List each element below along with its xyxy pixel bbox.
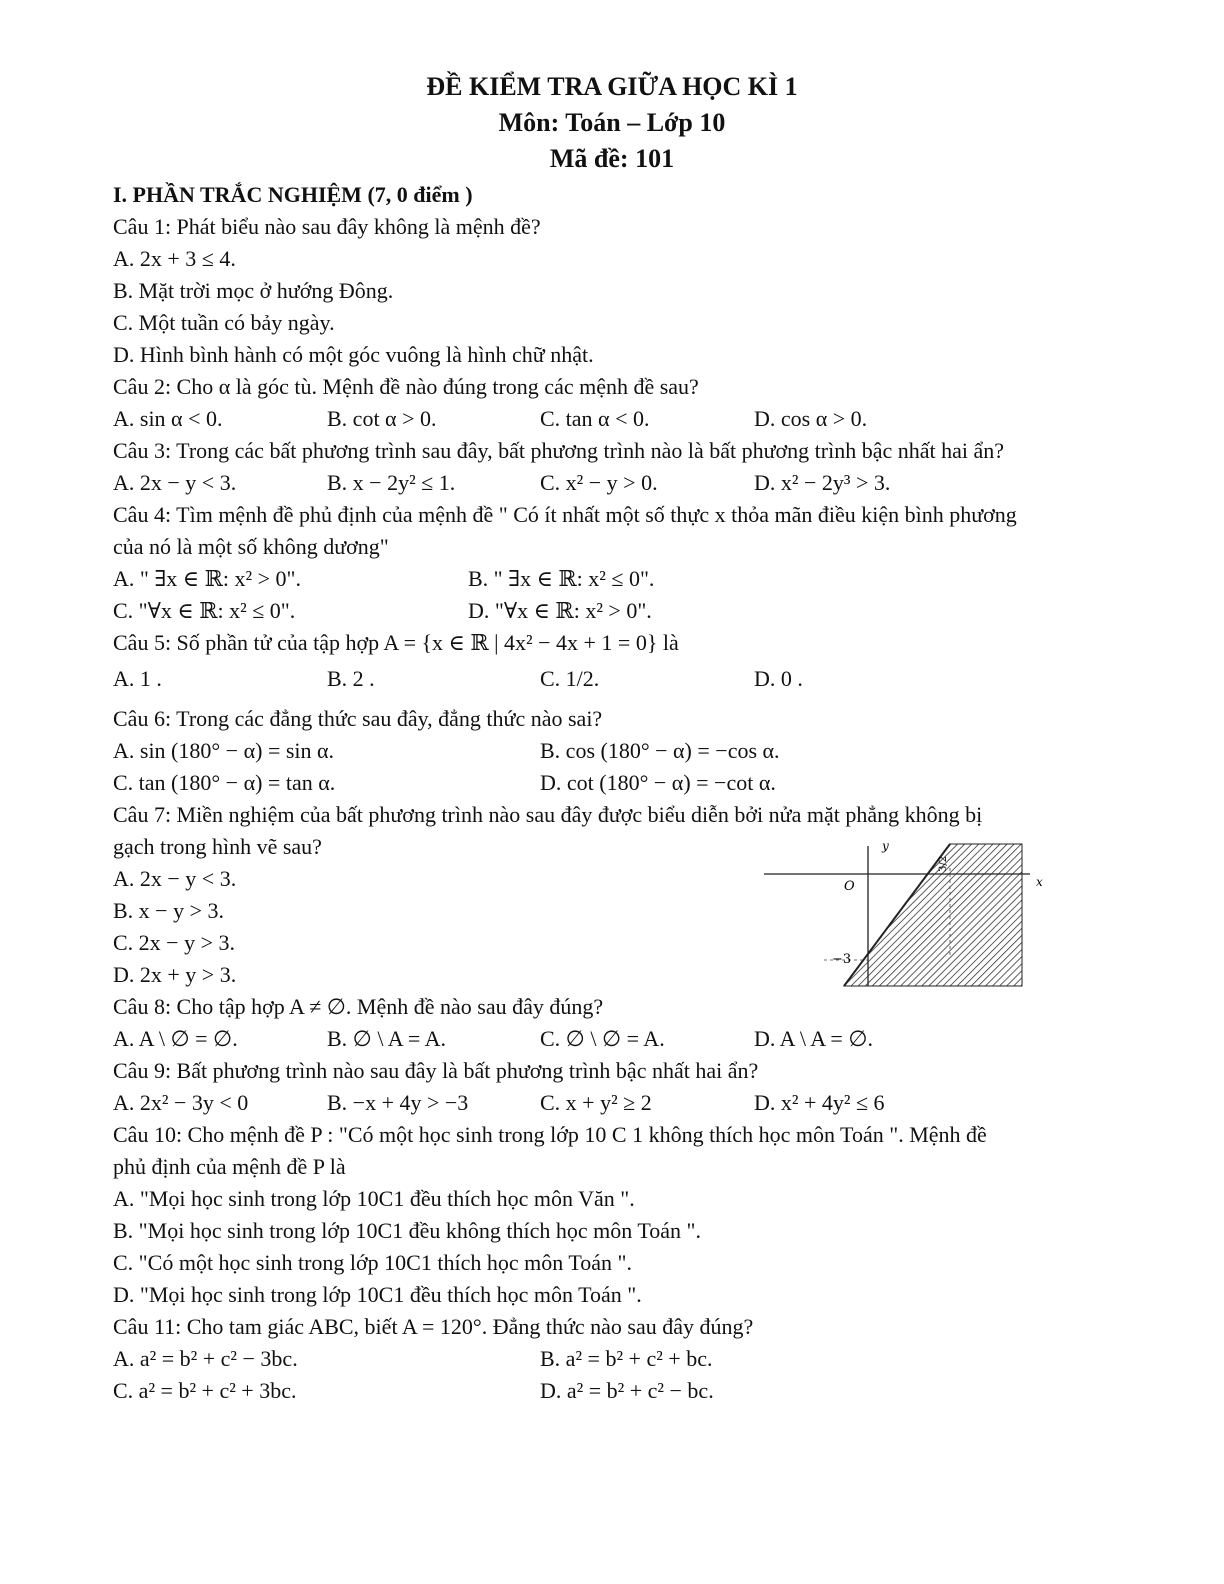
question-2-option-a: A. sin α < 0. — [113, 406, 223, 431]
question-5-stem: Câu 5: Số phần tử của tập hợp A = {x ∈ ℝ | 4x² − 4x + 1 = 0} là — [113, 630, 679, 655]
y-axis-label: y — [882, 839, 889, 853]
question-5-option-b: B. 2 . — [327, 666, 375, 691]
question-10-stem-line-1: Câu 10: Cho mệnh đề P : "Có một học sinh trong lớp 10 C 1 không thích học môn Toán ". Mệnh đề — [113, 1122, 987, 1147]
x-axis-label: x — [1036, 875, 1043, 889]
question-5-option-d: D. 0 . — [754, 666, 803, 691]
question-11-option-c: C. a² = b² + c² + 3bc. — [113, 1378, 297, 1403]
question-7-stem-line-2: gạch trong hình vẽ sau? — [113, 834, 322, 859]
origin-label: O — [844, 879, 855, 894]
question-8-option-c: C. ∅ \ ∅ = A. — [540, 1026, 665, 1051]
question-2-stem: Câu 2: Cho α là góc tù. Mệnh đề nào đúng trong các mệnh đề sau? — [113, 374, 699, 399]
question-10-option-c: C. "Có một học sinh trong lớp 10C1 thích học môn Toán ". — [113, 1250, 632, 1275]
exam-subject: Môn: Toán – Lớp 10 — [498, 108, 726, 137]
question-6-option-b: B. cos (180° − α) = −cos α. — [540, 738, 780, 763]
question-3-option-a: A. 2x − y < 3. — [113, 470, 237, 495]
question-6-option-c: C. tan (180° − α) = tan α. — [113, 770, 336, 795]
question-1-option-d: D. Hình bình hành có một góc vuông là hình chữ nhật. — [113, 342, 594, 367]
question-9-option-d: D. x² + 4y² ≤ 6 — [754, 1090, 885, 1115]
question-10-option-d: D. "Mọi học sinh trong lớp 10C1 đều thích học môn Toán ". — [113, 1282, 642, 1307]
question-4-option-d: D. "∀x ∈ ℝ: x² > 0". — [468, 598, 652, 623]
exam-title: ĐỀ KIỂM TRA GIỮA HỌC KÌ 1 — [426, 72, 798, 101]
question-4-stem-line-2: của nó là một số không dương" — [113, 534, 389, 559]
question-8-option-d: D. A \ A = ∅. — [754, 1026, 873, 1051]
question-3-stem: Câu 3: Trong các bất phương trình sau đây, bất phương trình nào là bất phương trình bậc nhất hai ẩn? — [113, 438, 1005, 463]
question-5-option-a: A. 1 . — [113, 666, 162, 691]
question-9-option-c: C. x + y² ≥ 2 — [540, 1090, 652, 1115]
question-5-option-c: C. 1/2. — [540, 666, 600, 691]
question-1-stem: Câu 1: Phát biểu nào sau đây không là mệnh đề? — [113, 214, 541, 239]
question-2-option-c: C. tan α < 0. — [540, 406, 650, 431]
half-plane-graph — [760, 836, 1060, 992]
question-10-stem-line-2: phủ định của mệnh đề P là — [113, 1154, 346, 1179]
question-7-option-a: A. 2x − y < 3. — [113, 866, 237, 891]
question-6-option-d: D. cot (180° − α) = −cot α. — [540, 770, 776, 795]
question-1-option-a: A. 2x + 3 ≤ 4. — [113, 246, 236, 271]
question-1-option-b: B. Mặt trời mọc ở hướng Đông. — [113, 278, 394, 303]
question-9-option-a: A. 2x² − 3y < 0 — [113, 1090, 249, 1115]
question-8-option-a: A. A \ ∅ = ∅. — [113, 1026, 238, 1051]
question-9-stem: Câu 9: Bất phương trình nào sau đây là bất phương trình bậc nhất hai ẩn? — [113, 1058, 759, 1083]
question-2-option-b: B. cot α > 0. — [327, 406, 437, 431]
question-3-option-c: C. x² − y > 0. — [540, 470, 658, 495]
question-4-stem-line-1: Câu 4: Tìm mệnh đề phủ định của mệnh đề " Có ít nhất một số thực x thỏa mãn điều kiện bình phương — [113, 502, 1017, 527]
question-4-option-a: A. " ∃x ∈ ℝ: x² > 0". — [113, 566, 301, 591]
question-9-option-b: B. −x + 4y > −3 — [327, 1090, 469, 1115]
question-10-option-a: A. "Mọi học sinh trong lớp 10C1 đều thích học môn Văn ". — [113, 1186, 635, 1211]
question-4-option-b: B. " ∃x ∈ ℝ: x² ≤ 0". — [468, 566, 655, 591]
question-7-stem-line-1: Câu 7: Miền nghiệm của bất phương trình nào sau đây được biểu diễn bởi nửa mặt phẳng không bị — [113, 802, 983, 827]
question-11-option-a: A. a² = b² + c² − 3bc. — [113, 1346, 298, 1371]
question-7-option-b: B. x − y > 3. — [113, 898, 224, 923]
question-8-option-b: B. ∅ \ A = A. — [327, 1026, 446, 1051]
question-7-option-d: D. 2x + y > 3. — [113, 962, 237, 987]
y-intercept-label: −3 — [832, 952, 852, 967]
question-6-stem: Câu 6: Trong các đẳng thức sau đây, đẳng thức nào sai? — [113, 706, 603, 731]
exam-code: Mã đề: 101 — [549, 144, 675, 173]
question-10-option-b: B. "Mọi học sinh trong lớp 10C1 đều không thích học môn Toán ". — [113, 1218, 702, 1243]
question-4-option-c: C. "∀x ∈ ℝ: x² ≤ 0". — [113, 598, 296, 623]
question-8-stem: Câu 8: Cho tập hợp A ≠ ∅. Mệnh đề nào sau đây đúng? — [113, 994, 604, 1019]
section-heading: I. PHẦN TRẮC NGHIỆM (7, 0 điểm ) — [113, 182, 473, 207]
question-11-option-b: B. a² = b² + c² + bc. — [540, 1346, 713, 1371]
question-3-option-b: B. x − 2y² ≤ 1. — [327, 470, 456, 495]
question-11-option-d: D. a² = b² + c² − bc. — [540, 1378, 714, 1403]
question-3-option-d: D. x² − 2y³ > 3. — [754, 470, 891, 495]
question-6-option-a: A. sin (180° − α) = sin α. — [113, 738, 335, 763]
question-1-option-c: C. Một tuần có bảy ngày. — [113, 310, 335, 335]
question-11-stem: Câu 11: Cho tam giác ABC, biết A = 120°. Đẳng thức nào sau đây đúng? — [113, 1314, 754, 1339]
x-intercept-label: 3/2 — [938, 855, 949, 872]
question-7-option-c: C. 2x − y > 3. — [113, 930, 235, 955]
question-2-option-d: D. cos α > 0. — [754, 406, 868, 431]
